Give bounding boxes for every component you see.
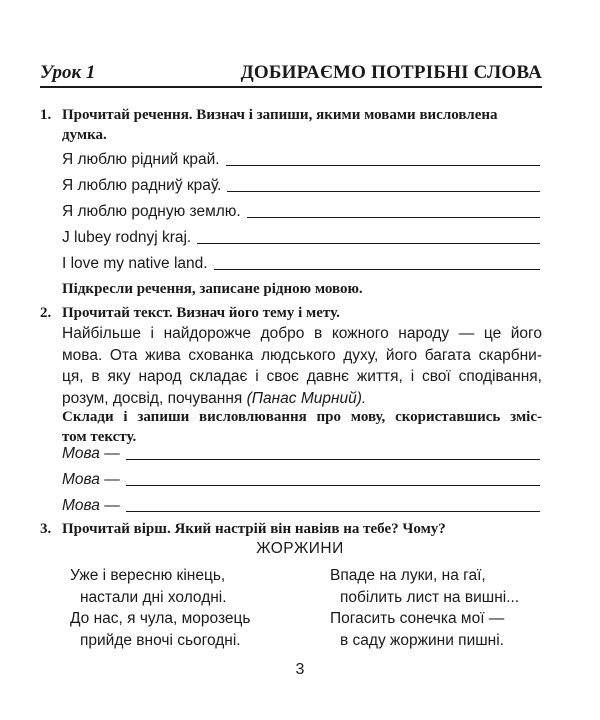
answer-line[interactable] <box>126 511 540 512</box>
lesson-title: ДОБИРАЄМО ПОТРІБНІ СЛОВА <box>240 62 542 83</box>
answer-line[interactable] <box>226 165 540 166</box>
task2-compose-note <box>62 407 542 447</box>
sentence-row-5 <box>62 252 540 274</box>
task1-instruction-line1: Прочитай речення. Визнач і запиши, якими мовами висловлена <box>62 107 498 123</box>
mova-row-1 <box>62 442 540 464</box>
sentence-text: Я люблю рідний край. <box>62 151 220 168</box>
paragraph-line: розум, досвід, почування <box>62 389 247 407</box>
compose-line2: том тексту. <box>62 429 137 445</box>
poem-line: Уже і вересню кінець, <box>70 567 226 584</box>
poem-stanza-right <box>330 565 519 651</box>
lesson-label: Урок 1 <box>40 62 96 83</box>
poem-line: побілить лист на вишні... <box>340 588 520 606</box>
task1-number: 1. <box>40 107 52 123</box>
task1-heading <box>40 105 550 145</box>
answer-line[interactable] <box>126 485 540 486</box>
poem-line: в саду жоржини пишні. <box>340 631 504 649</box>
task2-heading <box>40 303 550 323</box>
task1-note: Підкресли речення, записане рідною мовою. <box>62 281 363 297</box>
page-header <box>40 56 542 90</box>
answer-line[interactable] <box>247 217 540 218</box>
page-number: 3 <box>295 661 305 678</box>
compose-line1: Склади і запиши висловлювання про мову, скориставшись зміс- <box>62 409 542 425</box>
answer-line[interactable] <box>214 269 540 270</box>
mova-prefix: Мова — <box>62 497 120 514</box>
task3-instruction: Прочитай вірш. Який настрій він навіяв на тебе? Чому? <box>62 521 446 537</box>
poem-line: прийде вночі сьогодні. <box>80 631 241 649</box>
mova-prefix: Мова — <box>62 445 120 462</box>
sentence-text: J lubey rodnyj kraj. <box>62 229 192 246</box>
poem-title: ЖОРЖИНИ <box>256 540 344 557</box>
mova-row-3 <box>62 494 540 516</box>
paragraph-author: (Панас Мирний). <box>246 389 367 407</box>
poem-line: До нас, я чула, морозець <box>70 610 251 627</box>
reading-paragraph <box>62 323 542 409</box>
task2-instruction: Прочитай текст. Визнач його тему і мету. <box>62 305 340 321</box>
task3-heading <box>40 519 550 539</box>
task3-number: 3. <box>40 521 52 537</box>
paragraph-line: ця, в яку народ складає і своє давнє життя, і свої сподівання, <box>62 368 542 385</box>
paragraph-line-last <box>62 388 542 410</box>
task2-number: 2. <box>40 305 52 321</box>
answer-line[interactable] <box>126 459 540 460</box>
sentence-row-4 <box>62 226 540 248</box>
paragraph-line: мова. Ота жива схованка людського духу, його багата скарбни- <box>62 346 542 364</box>
sentence-text: Я люблю радниў краў. <box>62 177 222 194</box>
poem-line: Впаде на луки, на гаї, <box>330 567 486 584</box>
sentence-row-2 <box>62 174 540 196</box>
header-rule <box>40 86 542 88</box>
mova-prefix: Мова — <box>62 471 120 488</box>
mova-row-2 <box>62 468 540 490</box>
sentence-text: Я люблю родную землю. <box>62 203 241 220</box>
poem-line: настали дні холодні. <box>80 588 227 606</box>
sentence-row-3 <box>62 200 540 222</box>
answer-line[interactable] <box>197 243 540 244</box>
sentence-text: I love my native land. <box>62 255 208 272</box>
poem-stanza-left <box>70 565 250 651</box>
poem-line: Погасить сонечка мої — <box>330 610 505 627</box>
answer-line[interactable] <box>227 191 540 192</box>
paragraph-line: Найбільше і найдорожче добро в кожного народу — це його <box>62 325 542 342</box>
sentence-row-1 <box>62 148 540 170</box>
task1-instruction-line2: думка. <box>62 127 107 143</box>
